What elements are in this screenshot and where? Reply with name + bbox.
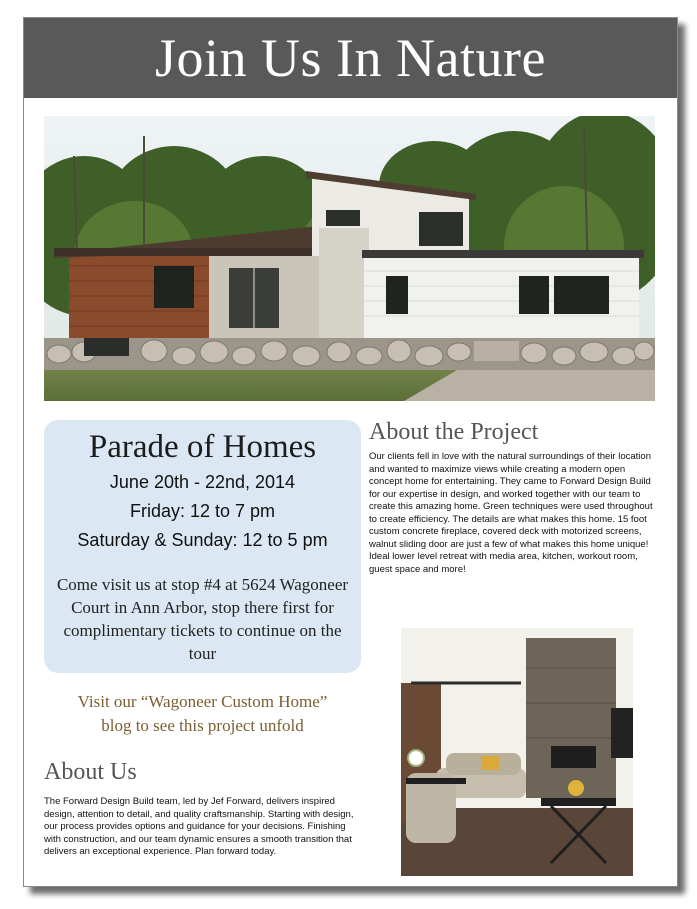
event-weekend-hours: Saturday & Sunday: 12 to 5 pm <box>77 530 328 550</box>
event-friday-hours: Friday: 12 to 7 pm <box>129 501 276 521</box>
about-us-heading: About Us <box>44 759 137 785</box>
about-us-text: The Forward Design Build team, led by Jef Forward, delivers inspired design, attention to detail, and quality craftsmanship. Starting with design, our process provides options and guidance for your decisions. Finishing with construction, and our team dynamic ensures a smooth transition that delivers an exceptional experience. Plan forward today. <box>44 796 354 857</box>
event-title: Parade of Homes <box>88 429 317 465</box>
interior-photo <box>401 628 633 876</box>
title-banner <box>24 18 677 98</box>
event-location: Come visit us at stop #4 at 5624 Wagoneer Court in Ann Arbor, stop there first for complimentary tickets to continue on the tour <box>56 575 349 663</box>
blog-link[interactable] <box>44 690 361 738</box>
house-photo <box>44 116 655 401</box>
event-info-box <box>44 420 361 673</box>
about-project-heading: About the Project <box>369 419 539 445</box>
living-room-photo-icon <box>401 628 633 876</box>
page-title: Join Us In Nature <box>155 28 546 88</box>
flyer-page <box>23 17 678 887</box>
about-project-text: Our clients fell in love with the natural surroundings of their location and wanted to maximize views while creating a modern open concept home for entertaining. They came to Forward Design Build for our expertise in design, and worked together with our team to create this amazing home. Green techniques were used throughout to create efficiency. The details are what makes this home. 15 foot custom concrete fireplace, covered deck with motorized screens, walnut sliding door are just a few of what makes this home unique! Ideal lower level retreat with media area, kitchen, workout room, guest space and more! <box>369 451 653 575</box>
event-dates: June 20th - 22nd, 2014 <box>109 472 296 492</box>
modern-house-photo-icon <box>44 116 655 401</box>
blog-link-line1: Visit our “Wagoneer Custom Home” <box>77 692 328 711</box>
blog-link-line2: blog to see this project unfold <box>101 716 304 735</box>
